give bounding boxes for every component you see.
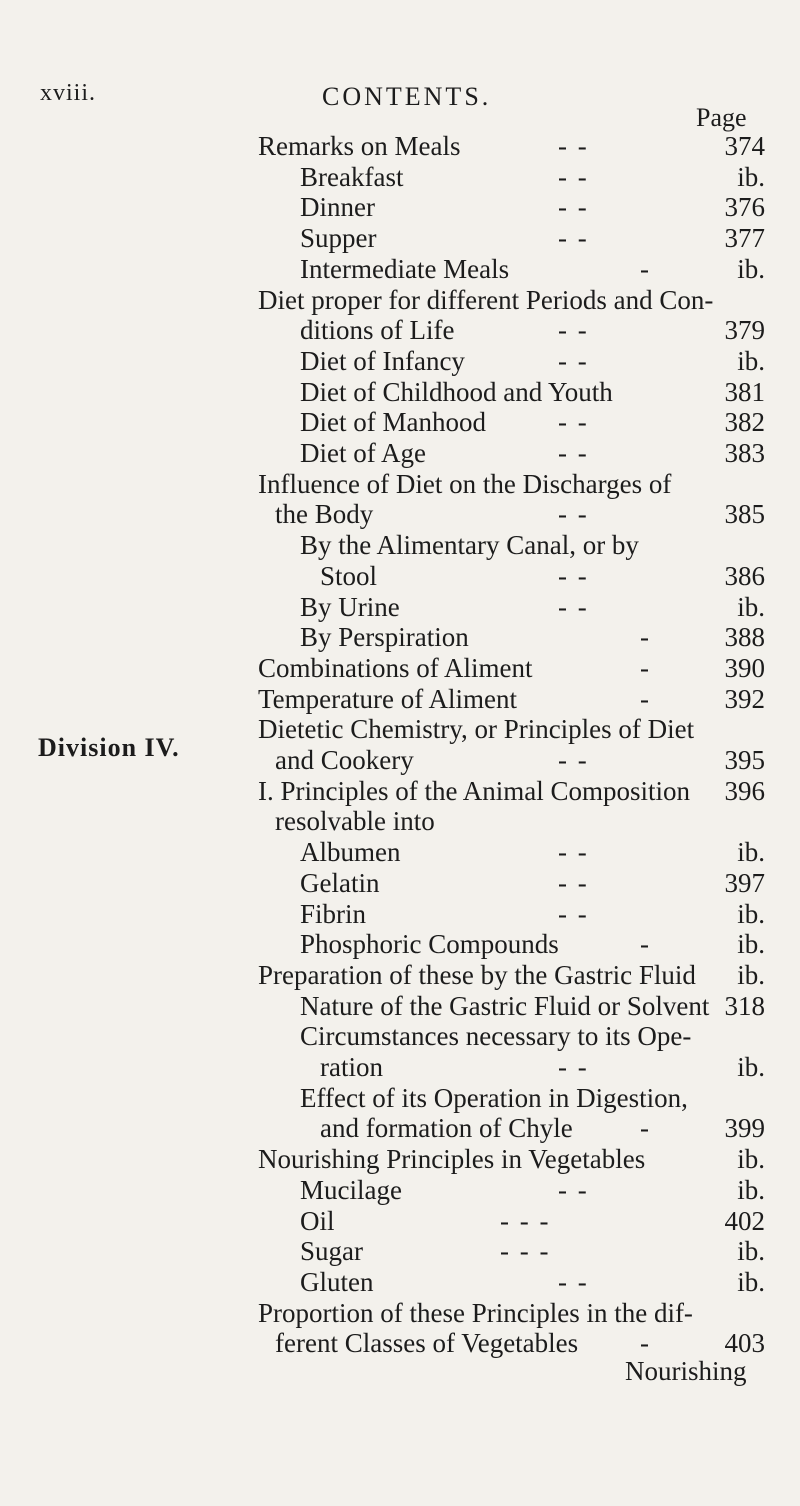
entry-leader-dashes: - — [640, 1328, 651, 1359]
entry-page-number: 382 — [724, 407, 765, 438]
entry-leader-dashes: - - — [558, 898, 589, 929]
entry-page-number: 377 — [724, 223, 765, 254]
entry-title: Albumen — [300, 837, 401, 868]
entry-page-number: ib. — [737, 161, 765, 192]
entry-leader-dashes: - — [640, 253, 651, 284]
entry-title: resolvable into — [275, 806, 435, 837]
entry-title: Nature of the Gastric Fluid or Solvent — [300, 990, 710, 1021]
running-head: CONTENTS. — [322, 82, 492, 111]
entry-page-number: 383 — [724, 438, 765, 468]
entry-title: Sugar — [300, 1236, 363, 1267]
entry-leader-dashes: - - - — [500, 1205, 551, 1236]
entry-title: Diet of Childhood and Youth — [300, 376, 613, 407]
entry-title: Supper — [300, 223, 377, 254]
entry-leader-dashes: - — [640, 652, 651, 683]
folio-number: xviii. — [40, 80, 97, 106]
entry-leader-dashes: - - — [558, 223, 589, 254]
entry-page-number: ib. — [737, 898, 765, 929]
page-column-label: Page — [696, 103, 747, 132]
entry-title: Diet of Infancy — [300, 345, 465, 376]
entry-title: By Perspiration — [300, 622, 469, 653]
entry-title: Fibrin — [300, 898, 367, 929]
entry-leader-dashes: - - — [558, 837, 589, 868]
entry-leader-dashes: - — [640, 622, 651, 653]
entry-page-number: 379 — [724, 315, 765, 346]
entry-page-number: 396 — [724, 775, 765, 806]
entry-title: ration — [320, 1052, 383, 1082]
entry-leader-dashes: - - — [558, 315, 589, 346]
entry-title: Dinner — [300, 192, 375, 223]
entry-page-number: 385 — [724, 499, 765, 530]
entry-page-number: 402 — [724, 1205, 765, 1236]
entry-page-number: ib. — [737, 1174, 765, 1205]
entry-leader-dashes: - — [640, 929, 651, 960]
entry-page-number: ib. — [737, 345, 765, 376]
entry-page-number: ib. — [737, 1052, 765, 1082]
entry-title: Diet of Manhood — [300, 407, 486, 438]
entry-leader-dashes: - - — [558, 745, 589, 775]
entry-leader-dashes: - - — [558, 345, 589, 376]
entry-title: Dietetic Chemistry, or Principles of Diet — [258, 714, 695, 745]
entry-title: I. Principles of the Animal Composition — [258, 775, 690, 806]
entry-title: Temperature of Aliment — [258, 683, 518, 714]
entry-page-number: ib. — [737, 1266, 765, 1297]
entry-title: By Urine — [300, 591, 400, 622]
entry-title: Proportion of these Principles in the dif- — [258, 1297, 693, 1328]
entry-title: Stool — [320, 560, 378, 591]
division-label: Division IV. — [38, 733, 180, 762]
entry-page-number: 374 — [724, 131, 765, 161]
entry-leader-dashes: - - — [558, 1052, 589, 1082]
entry-title: Diet of Age — [300, 438, 426, 468]
entry-title: Diet proper for different Periods and Con- — [258, 284, 714, 315]
entry-title: and Cookery — [275, 745, 414, 775]
entry-leader-dashes: - - — [558, 407, 589, 438]
entry-page-number: ib. — [737, 253, 765, 284]
entry-page-number: 390 — [724, 652, 765, 683]
entry-leader-dashes: - - — [558, 438, 589, 468]
entry-page-number: 388 — [724, 622, 765, 653]
catchword: Nourishing — [625, 1356, 747, 1386]
entry-title: Influence of Diet on the Discharges of — [258, 468, 672, 499]
entry-page-number: 403 — [724, 1328, 765, 1359]
entry-title: and formation of Chyle — [320, 1113, 573, 1144]
entry-title: Nourishing Principles in Vegetables — [258, 1144, 646, 1175]
entry-title: Remarks on Meals — [258, 131, 461, 161]
entry-leader-dashes: - - — [558, 192, 589, 223]
entry-title: Oil — [300, 1205, 335, 1236]
entry-page-number: 318 — [724, 990, 765, 1021]
entry-leader-dashes: - - - — [500, 1236, 551, 1267]
entry-title: Circumstances necessary to its Ope- — [300, 1021, 692, 1052]
entry-title: Breakfast — [300, 161, 404, 192]
entry-leader-dashes: - - — [558, 499, 589, 530]
entry-page-number: ib. — [737, 959, 765, 990]
entry-leader-dashes: - - — [558, 591, 589, 622]
entry-title: Combinations of Aliment — [258, 652, 533, 683]
entry-title: Gelatin — [300, 867, 380, 898]
entry-leader-dashes: - - — [558, 131, 589, 161]
entry-title: By the Alimentary Canal, or by — [300, 530, 639, 561]
entry-page-number: 386 — [724, 560, 765, 591]
entry-page-number: 381 — [724, 376, 765, 407]
entry-title: Gluten — [300, 1266, 374, 1297]
entry-page-number: 395 — [724, 745, 765, 775]
entry-title: Phosphoric Compounds — [300, 929, 559, 960]
entry-leader-dashes: - — [640, 683, 651, 714]
entry-page-number: ib. — [737, 1144, 765, 1175]
entry-page-number: 392 — [724, 683, 765, 714]
entry-leader-dashes: - - — [558, 161, 589, 192]
entry-page-number: ib. — [737, 1236, 765, 1267]
entry-page-number: 397 — [724, 867, 765, 898]
entry-title: Intermediate Meals — [300, 253, 510, 284]
entry-leader-dashes: - - — [558, 1266, 589, 1297]
entry-leader-dashes: - - — [558, 560, 589, 591]
entry-leader-dashes: - — [640, 1113, 651, 1144]
entry-title: Preparation of these by the Gastric Fluid — [258, 959, 696, 990]
entry-leader-dashes: - - — [558, 867, 589, 898]
entry-page-number: ib. — [737, 591, 765, 622]
entry-page-number: ib. — [737, 837, 765, 868]
entry-page-number: 399 — [724, 1113, 765, 1144]
entry-title: the Body — [275, 499, 374, 530]
entry-page-number: 376 — [724, 192, 765, 223]
entry-title: ditions of Life — [300, 315, 455, 346]
entry-title: Effect of its Operation in Digestion, — [300, 1082, 688, 1113]
entry-title: Mucilage — [300, 1174, 402, 1205]
entry-title: ferent Classes of Vegetables — [275, 1328, 579, 1359]
entry-leader-dashes: - - — [558, 1174, 589, 1205]
entry-page-number: ib. — [737, 929, 765, 960]
